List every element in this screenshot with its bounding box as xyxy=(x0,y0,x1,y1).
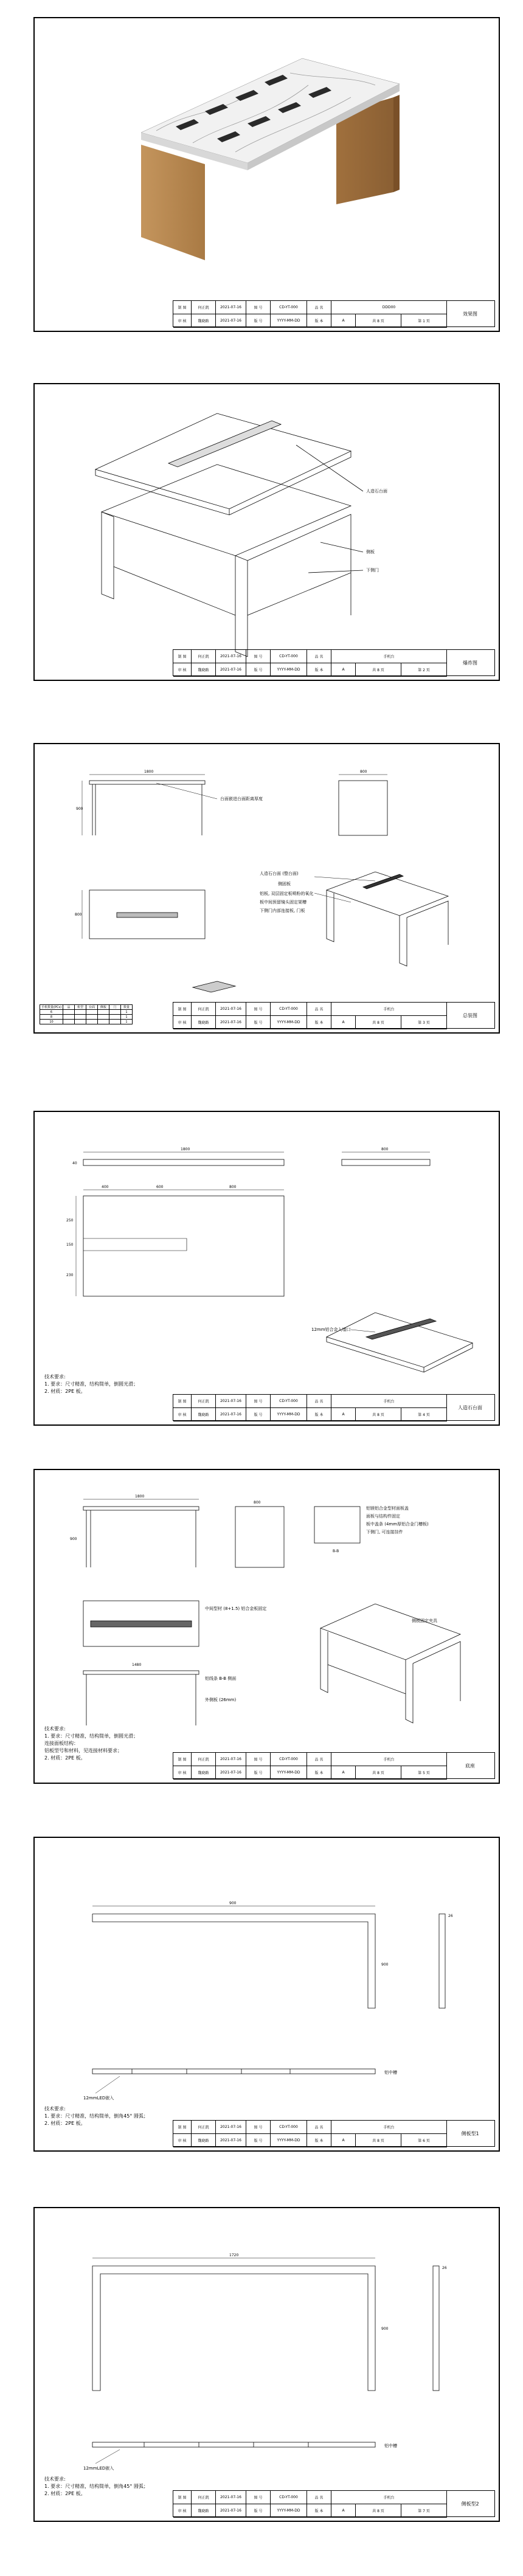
spec-header: 手机数量(PCs) xyxy=(40,1005,63,1010)
tb-label-drawn: 制 图 xyxy=(173,1395,192,1408)
sheet-title: 效果图 xyxy=(463,311,477,317)
spec-cell: 8 xyxy=(40,1015,63,1020)
tb-version-date: YYYY-MM-DD xyxy=(271,2504,307,2518)
tb-version-date: YYYY-MM-DD xyxy=(271,2134,307,2147)
drawing-sheet-1 xyxy=(33,17,500,332)
tb-label-drawing-no: 图 号 xyxy=(246,2121,271,2134)
sheet-title: 人造石台面 xyxy=(458,1404,482,1411)
callout-3: 下侧门, 可连接挂件 xyxy=(366,1530,403,1535)
technical-notes xyxy=(44,1725,138,1762)
note-line: 1. 要求：尺寸精准，结构简单，倒角45° 圆弧； xyxy=(44,2484,148,2489)
callout-7: 侧板固定夹具 xyxy=(412,1618,437,1623)
tb-label-rev: 版 本 xyxy=(307,2504,331,2518)
tb-label-review: 审 核 xyxy=(173,1766,192,1780)
tb-drawing-no: CD-YT-000 xyxy=(271,650,307,663)
dim-depth: 800 xyxy=(254,1500,261,1505)
dim-length: 900 xyxy=(229,1901,237,1905)
spec-header: 品 xyxy=(63,1005,75,1010)
tb-label-drawn: 制 图 xyxy=(173,650,192,663)
tb-total-pages: 共 8 页 xyxy=(356,2504,401,2518)
callout-0: 铝镁铝合金型材面板盖 xyxy=(366,1506,409,1511)
tb-date: 2021-07-16 xyxy=(216,1003,246,1016)
tb-date: 2021-07-16 xyxy=(216,2491,246,2504)
note-line: 连接面板结构： xyxy=(44,1741,78,1746)
spec-header: 数量 xyxy=(121,1005,133,1010)
tb-label-rev: 版 本 xyxy=(307,314,331,328)
note-line: 技术要求: xyxy=(44,1726,66,1732)
tb-drawer: 何正凯 xyxy=(192,650,216,663)
tb-rev: A xyxy=(331,314,356,328)
dim-length: 1800 xyxy=(181,1147,190,1152)
note-line: 技术要求: xyxy=(44,2476,66,2482)
note-line: 2. 材质：2PE 板。 xyxy=(44,1755,86,1761)
tb-label-product: 品 名 xyxy=(307,301,331,314)
dim-d2: 150 xyxy=(66,1243,74,1247)
tb-version-date: YYYY-MM-DD xyxy=(271,314,307,328)
tb-drawing-no: CD-YT-000 xyxy=(271,301,307,314)
tb-drawing-no: CD-YT-000 xyxy=(271,2491,307,2504)
callout-front: 台面嵌进台面距离厚度 xyxy=(220,796,263,801)
callout-top: 人造石台面 xyxy=(366,489,387,494)
tb-label-version: 版 号 xyxy=(246,663,271,677)
tb-review-date: 2021-07-16 xyxy=(216,2504,246,2518)
technical-notes xyxy=(44,2105,148,2127)
tb-total-pages: 共 8 页 xyxy=(356,663,401,677)
tb-version-date: YYYY-MM-DD xyxy=(271,1766,307,1780)
tb-label-product: 品 名 xyxy=(307,650,331,663)
tb-total-pages: 共 8 页 xyxy=(356,314,401,328)
note-line: 2. 材质：2PE 板。 xyxy=(44,2491,86,2496)
dim-depth: 800 xyxy=(360,770,367,774)
tb-version-date: YYYY-MM-DD xyxy=(271,1016,307,1029)
callout-groove: 铝中槽 xyxy=(384,2443,397,2448)
note-line: 2. 材质：2PE 板。 xyxy=(44,2121,86,2126)
tb-review-date: 2021-07-16 xyxy=(216,663,246,677)
dim-length: 1800 xyxy=(135,1494,145,1499)
tb-reviewer: 魏晓路 xyxy=(192,663,216,677)
tb-review-date: 2021-07-16 xyxy=(216,2134,246,2147)
tb-drawer: 何正凯 xyxy=(192,1003,216,1016)
title-block xyxy=(173,300,495,327)
tb-date: 2021-07-16 xyxy=(216,301,246,314)
spec-cell: 1 xyxy=(121,1015,133,1020)
side-panel-2-views xyxy=(35,2208,500,2522)
sheet-title: 总装图 xyxy=(463,1012,477,1018)
tb-label-drawn: 制 图 xyxy=(173,301,192,314)
tb-label-drawn: 制 图 xyxy=(173,1003,192,1016)
tb-label-drawn: 制 图 xyxy=(173,2491,192,2504)
tb-version-date: YYYY-MM-DD xyxy=(271,1408,307,1421)
tb-label-product: 品 名 xyxy=(307,2121,331,2134)
callout-side: 侧板 xyxy=(366,550,375,554)
spec-header: 台面 xyxy=(86,1005,98,1010)
tb-reviewer: 魏晓路 xyxy=(192,2134,216,2147)
drawing-sheet-5 xyxy=(33,1469,500,1784)
tb-label-review: 审 核 xyxy=(173,1016,192,1029)
dim-top-depth: 800 xyxy=(75,913,82,917)
note-line: 1. 要求：尺寸精准，结构简单，倒角45° 圆弧； xyxy=(44,2113,148,2119)
tb-drawing-no: CD-YT-000 xyxy=(271,1003,307,1016)
callout-door: 下侧门内部连接板, 门板 xyxy=(260,908,305,913)
tb-label-version: 版 号 xyxy=(246,2134,271,2147)
callout-aluminum: 12mm铝合金入墙口 xyxy=(311,1327,351,1332)
tb-page: 第 4 页 xyxy=(401,1408,447,1421)
tb-product: DDD00 xyxy=(331,301,447,314)
callout-groove: 铝中槽 xyxy=(384,2070,397,2075)
callout-top-slab: 人造石台面 (整台面) xyxy=(260,871,299,876)
tb-date: 2021-07-16 xyxy=(216,1395,246,1408)
tb-page: 第 5 页 xyxy=(401,1766,447,1780)
tb-reviewer: 魏晓路 xyxy=(192,1766,216,1780)
tb-label-rev: 版 本 xyxy=(307,2134,331,2147)
tb-reviewer: 魏晓路 xyxy=(192,1016,216,1029)
sheet-title: 底座 xyxy=(465,1763,475,1769)
tb-drawing-no: CD-YT-000 xyxy=(271,1395,307,1408)
dim-height: 900 xyxy=(70,1537,77,1541)
tb-review-date: 2021-07-16 xyxy=(216,314,246,328)
tb-label-drawing-no: 图 号 xyxy=(246,1395,271,1408)
tb-drawer: 何正凯 xyxy=(192,1753,216,1766)
callout-2: 板中盖条 (4mm厚铝合金门槽板) xyxy=(366,1522,429,1527)
tb-reviewer: 魏晓路 xyxy=(192,2504,216,2518)
tb-page: 第 1 页 xyxy=(401,314,447,328)
spec-cell: 1 xyxy=(121,1010,133,1015)
title-block xyxy=(173,2120,495,2147)
title-block xyxy=(173,649,495,676)
tb-drawer: 何正凯 xyxy=(192,301,216,314)
note-line: 1. 要求：尺寸精准，结构简单，倒圆光滑； xyxy=(44,1381,139,1387)
tb-review-date: 2021-07-16 xyxy=(216,1766,246,1780)
drawing-sheet-7 xyxy=(33,2207,500,2522)
dim-s1: 400 xyxy=(102,1185,109,1189)
spec-header: 门 xyxy=(109,1005,121,1010)
drawing-sheet-2 xyxy=(33,383,500,681)
tb-page: 第 6 页 xyxy=(401,2134,447,2147)
callout-aluminum: 铝板, 双层固定板喷粉的氧化 xyxy=(260,891,314,896)
tb-drawing-no: CD-YT-000 xyxy=(271,2121,307,2134)
note-line: 铝板型号和材料，见连接材料要求； xyxy=(44,1748,122,1753)
tb-label-review: 审 核 xyxy=(173,2134,192,2147)
dim-s2: 600 xyxy=(156,1185,164,1189)
tb-label-rev: 版 本 xyxy=(307,1016,331,1029)
tb-drawing-no: CD-YT-000 xyxy=(271,1753,307,1766)
tb-page: 第 7 页 xyxy=(401,2504,447,2518)
callout-1: 面板与结构件固定 xyxy=(366,1514,400,1519)
tb-label-rev: 版 本 xyxy=(307,1766,331,1780)
spec-cell: 1 xyxy=(121,1020,133,1024)
title-block xyxy=(173,1002,495,1029)
rendered-table-image xyxy=(35,18,500,332)
dim-thk: 26 xyxy=(448,1914,453,1918)
dim-thk: 26 xyxy=(442,2266,447,2270)
callout-led: 12mmLED嵌入 xyxy=(83,2466,114,2471)
drawing-sheet-3 xyxy=(33,743,500,1034)
tb-date: 2021-07-16 xyxy=(216,650,246,663)
tb-page: 第 2 页 xyxy=(401,663,447,677)
note-line: 1. 要求：尺寸精准，结构简单，倒圆光滑； xyxy=(44,1733,139,1739)
tb-total-pages: 共 8 页 xyxy=(356,1016,401,1029)
tb-label-product: 品 名 xyxy=(307,2491,331,2504)
tb-total-pages: 共 8 页 xyxy=(356,1408,401,1421)
tb-label-review: 审 核 xyxy=(173,2504,192,2518)
section-label: B-B xyxy=(333,1549,339,1553)
dim-width: 800 xyxy=(381,1147,389,1152)
tb-rev: A xyxy=(331,1016,356,1029)
tb-product: 手机台 xyxy=(331,2491,447,2504)
sheet-title: 侧板型2 xyxy=(461,2501,479,2507)
tb-label-version: 版 号 xyxy=(246,1408,271,1421)
sheet-title: 侧板型1 xyxy=(461,2130,479,2136)
dim-d3: 230 xyxy=(66,1273,74,1277)
tb-review-date: 2021-07-16 xyxy=(216,1408,246,1421)
technical-notes xyxy=(44,2476,148,2498)
tb-label-drawing-no: 图 号 xyxy=(246,1003,271,1016)
sheet-title: 爆炸图 xyxy=(463,660,477,666)
drawing-sheet-4 xyxy=(33,1111,500,1426)
callout-led: 12mmLED嵌入 xyxy=(83,2096,114,2101)
tb-drawer: 何正凯 xyxy=(192,2491,216,2504)
dim-length: 1720 xyxy=(229,2253,239,2257)
tb-label-product: 品 名 xyxy=(307,1753,331,1766)
callout-door: 下侧门 xyxy=(366,568,379,573)
tb-product: 手机台 xyxy=(331,1753,447,1766)
tb-label-rev: 版 本 xyxy=(307,1408,331,1421)
dim-height: 900 xyxy=(381,2327,389,2331)
tb-label-version: 版 号 xyxy=(246,1766,271,1780)
tb-label-drawn: 制 图 xyxy=(173,2121,192,2134)
tb-drawer: 何正凯 xyxy=(192,2121,216,2134)
tb-total-pages: 共 8 页 xyxy=(356,1766,401,1780)
callout-side-panel: 侧固板 xyxy=(278,882,291,886)
tb-label-drawing-no: 图 号 xyxy=(246,301,271,314)
title-block xyxy=(173,1394,495,1421)
dim-thk: 40 xyxy=(72,1161,77,1165)
dim-height: 900 xyxy=(76,807,83,811)
technical-notes xyxy=(44,1373,138,1395)
tb-label-version: 版 号 xyxy=(246,1016,271,1029)
tb-rev: A xyxy=(331,2134,356,2147)
spec-cell: 10 xyxy=(40,1020,63,1024)
tb-product: 手机台 xyxy=(331,2121,447,2134)
tb-drawer: 何正凯 xyxy=(192,1395,216,1408)
dim-height: 900 xyxy=(381,1963,389,1967)
tb-label-review: 审 核 xyxy=(173,314,192,328)
tb-rev: A xyxy=(331,663,356,677)
tb-label-version: 版 号 xyxy=(246,2504,271,2518)
callout-5: 中间型材 (8+1.5) 铝合金板固定 xyxy=(205,1606,267,1611)
tb-label-drawing-no: 图 号 xyxy=(246,1753,271,1766)
spec-header: 机型 xyxy=(75,1005,86,1010)
tb-label-product: 品 名 xyxy=(307,1003,331,1016)
callout-6: 外侧板 (26mm) xyxy=(205,1697,237,1702)
tb-label-drawn: 制 图 xyxy=(173,1753,192,1766)
tb-reviewer: 魏晓路 xyxy=(192,1408,216,1421)
tb-version-date: YYYY-MM-DD xyxy=(271,663,307,677)
tb-rev: A xyxy=(331,1766,356,1780)
tb-product: 手机台 xyxy=(331,650,447,663)
spec-cell: 6 xyxy=(40,1010,63,1015)
dim-d1: 250 xyxy=(66,1218,74,1223)
title-block xyxy=(173,1752,495,1779)
tb-rev: A xyxy=(331,1408,356,1421)
dim-inner: 1480 xyxy=(132,1663,142,1667)
assembly-views xyxy=(35,744,500,1034)
exploded-view xyxy=(35,384,500,681)
spec-header: 侧板 xyxy=(98,1005,109,1010)
callout-4: 铝线条 B-B 侧面 xyxy=(205,1676,237,1681)
tb-label-product: 品 名 xyxy=(307,1395,331,1408)
tb-total-pages: 共 8 页 xyxy=(356,2134,401,2147)
note-line: 2. 材质：2PE 板。 xyxy=(44,1389,86,1394)
note-line: 技术要求: xyxy=(44,2106,66,2112)
tb-review-date: 2021-07-16 xyxy=(216,1016,246,1029)
spec-table xyxy=(40,1004,133,1024)
tb-date: 2021-07-16 xyxy=(216,1753,246,1766)
tb-label-rev: 版 本 xyxy=(307,663,331,677)
tb-reviewer: 魏晓路 xyxy=(192,314,216,328)
tb-date: 2021-07-16 xyxy=(216,2121,246,2134)
tb-product: 手机台 xyxy=(331,1003,447,1016)
drawing-sheet-6 xyxy=(33,1837,500,2152)
callout-groove: 板中间预留镜头固定架槽 xyxy=(260,900,307,905)
tb-page: 第 3 页 xyxy=(401,1016,447,1029)
tb-label-review: 审 核 xyxy=(173,663,192,677)
title-block xyxy=(173,2490,495,2517)
tb-product: 手机台 xyxy=(331,1395,447,1408)
tb-label-drawing-no: 图 号 xyxy=(246,2491,271,2504)
tb-label-review: 审 核 xyxy=(173,1408,192,1421)
side-panel-1-views xyxy=(35,1838,500,2152)
tb-label-version: 版 号 xyxy=(246,314,271,328)
dim-length: 1800 xyxy=(144,770,154,774)
tb-label-drawing-no: 图 号 xyxy=(246,650,271,663)
note-line: 技术要求: xyxy=(44,1374,66,1380)
tb-rev: A xyxy=(331,2504,356,2518)
dim-s3: 800 xyxy=(229,1185,237,1189)
